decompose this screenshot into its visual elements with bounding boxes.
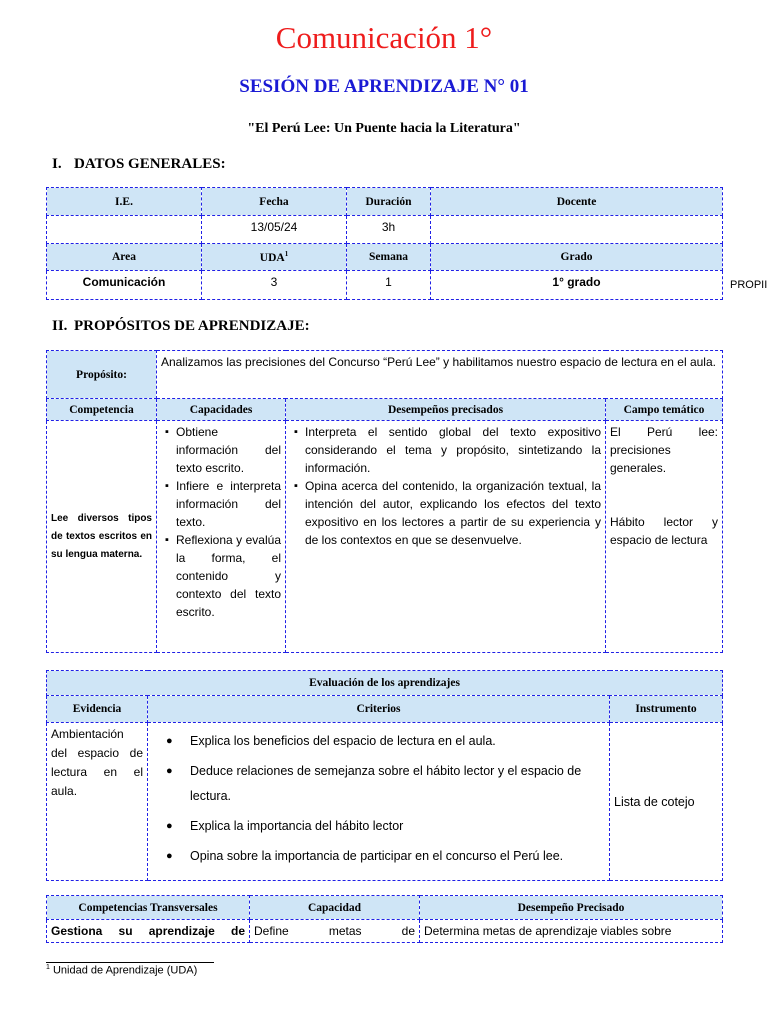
section-title: PROPÓSITOS DE APRENDIZAJE: [74, 318, 310, 334]
section-number: I. [52, 156, 62, 172]
campo-tematico-item: Hábito lector y espacio de lectura [610, 515, 719, 547]
header-semana: Semana [347, 244, 431, 271]
value-ie [47, 216, 202, 244]
header-desempeno-precisado: Desempeño Precisado [420, 896, 723, 920]
session-title: SESIÓN DE APRENDIZAJE N° 01 [239, 76, 529, 97]
evaluacion-table [46, 670, 723, 881]
header-capacidad: Capacidad [250, 896, 420, 920]
list-item: ● Explica los beneficios del espacio de lectura en el aula. [152, 729, 605, 754]
section-datos-generales [52, 156, 226, 173]
value-duracion: 3h [347, 216, 431, 244]
list-item: ▪ Interpreta el sentido global del texto expositivo considerando el tema y propósito, sintetizando la información. [305, 423, 601, 477]
side-note-text: PROPII [730, 279, 768, 291]
campo-tematico-cell [606, 421, 723, 653]
transversales-table [46, 895, 723, 943]
value-grado: 1° grado [431, 271, 723, 300]
transversal-competencia: Gestiona su aprendizaje de [47, 920, 250, 943]
header-duracion: Duración [347, 188, 431, 216]
document-title: Comunicación 1° [275, 20, 493, 55]
desempenos-list [290, 423, 601, 549]
value-semana: 1 [347, 271, 431, 300]
transversal-desempeno: Determina metas de aprendizaje viables sobre [420, 920, 723, 943]
header-capacidades: Capacidades [157, 399, 286, 421]
header-competencias-transversales: Competencias Transversales [47, 896, 250, 920]
header-ie: I.E. [47, 188, 202, 216]
proposito-label: Propósito: [47, 351, 157, 399]
list-item: ● Explica la importancia del hábito lector [152, 814, 605, 839]
list-item: ▪ Reflexiona y evalúa la forma, el contenido y contexto del texto escrito. [176, 531, 281, 621]
value-docente [431, 216, 723, 244]
propositos-table [46, 350, 723, 653]
list-item: ▪ Obtiene información del texto escrito. [176, 423, 281, 477]
header-docente: Docente [431, 188, 723, 216]
footnote-mark: 1 [46, 964, 50, 971]
list-item: ● Opina sobre la importancia de participar en el concurso el Perú lee. [152, 844, 605, 869]
header-uda [202, 244, 347, 271]
section-title: DATOS GENERALES: [74, 156, 226, 172]
list-item: ▪ Infiere e interpreta información del texto. [176, 477, 281, 531]
header-evidencia: Evidencia [47, 696, 148, 723]
header-grado: Grado [431, 244, 723, 271]
value-uda: 3 [202, 271, 347, 300]
header-competencia: Competencia [47, 399, 157, 421]
value-area: Comunicación [47, 271, 202, 300]
header-desempenos: Desempeños precisados [286, 399, 606, 421]
section-number: II. [52, 318, 68, 334]
desempenos-cell [286, 421, 606, 653]
section-propositos [52, 318, 310, 335]
list-item: ● Deduce relaciones de semejanza sobre el hábito lector y el espacio de lectura. [152, 759, 605, 809]
header-instrumento: Instrumento [610, 696, 723, 723]
competencia-text: Lee diversos tipos de textos escritos en su lengua materna. [47, 421, 157, 653]
footnote-text: Unidad de Aprendizaje (UDA) [52, 964, 198, 977]
transversal-capacidad: Define metas de [250, 920, 420, 943]
datos-generales-table [46, 187, 723, 300]
list-item: ▪ Opina acerca del contenido, la organización textual, la intención del autor, explicando los efectos del texto expositivo en los lectores a partir de su experiencia y de los contextos en que se desenvuelve. [305, 477, 601, 549]
header-area: Area [47, 244, 202, 271]
header-criterios: Criterios [148, 696, 610, 723]
header-uda-label: UDA [259, 251, 285, 264]
uda-footnote-mark: 1 [284, 250, 289, 259]
criterios-cell [148, 723, 610, 881]
evaluacion-title: Evaluación de los aprendizajes [47, 671, 723, 696]
campo-tematico-item: El Perú lee: precisiones generales. [610, 425, 719, 475]
evidencia-text: Ambientación del espacio de lectura en el aula. [47, 723, 148, 881]
capacidades-list [161, 423, 281, 621]
header-fecha: Fecha [202, 188, 347, 216]
footnote [46, 964, 197, 977]
value-fecha: 13/05/24 [202, 216, 347, 244]
header-campo-tematico: Campo temático [606, 399, 723, 421]
instrumento-text: Lista de cotejo [610, 723, 723, 881]
capacidades-cell [157, 421, 286, 653]
criterios-list [152, 729, 605, 869]
proposito-text: Analizamos las precisiones del Concurso “Perú Lee” y habilitamos nuestro espacio de lectura en el aula. [157, 351, 723, 399]
footnote-divider [46, 962, 214, 963]
session-subtitle: "El Perú Lee: Un Puente hacia la Literatura" [247, 121, 521, 136]
